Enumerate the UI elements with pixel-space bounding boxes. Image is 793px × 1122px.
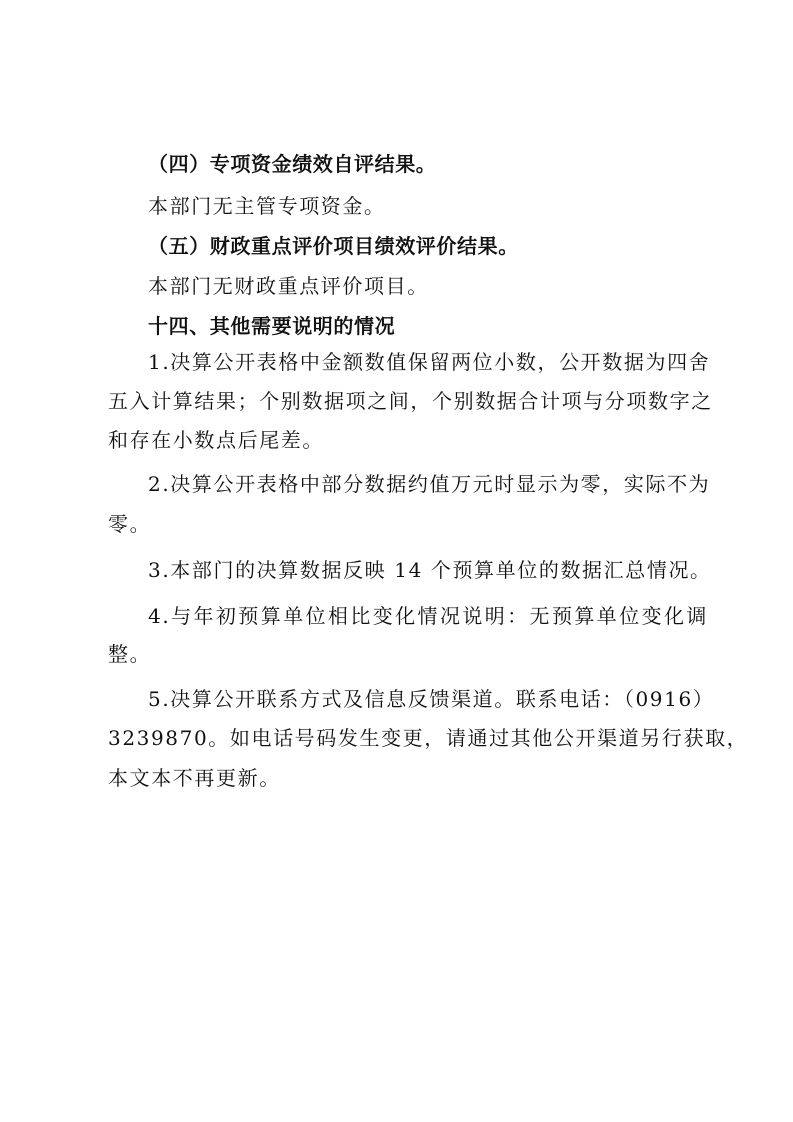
paragraph-line: 2.决算公开表格中部分数据约值万元时显示为零，实际不为 — [148, 472, 711, 496]
section-heading-key-evaluation: （五）财政重点评价项目绩效评价结果。 — [148, 234, 519, 258]
paragraph-line: 和存在小数点后尾差。 — [108, 428, 324, 452]
section-heading-other-notes: 十四、其他需要说明的情况 — [148, 314, 396, 338]
paragraph-line: 4.与年初预算单位相比变化情况说明：无预算单位变化调 — [148, 604, 708, 628]
paragraph-line: 零。 — [108, 512, 152, 536]
paragraph-line: 5.决算公开联系方式及信息反馈渠道。联系电话：（0916） — [148, 687, 715, 711]
paragraph-line: 本部门无财政重点评价项目。 — [148, 274, 429, 298]
paragraph-line: 本文本不再更新。 — [108, 766, 281, 790]
paragraph-line: 本部门无主管专项资金。 — [148, 194, 386, 218]
paragraph-line: 整。 — [108, 642, 152, 666]
paragraph-line: 3.本部门的决算数据反映 14 个预算单位的数据汇总情况。 — [148, 558, 712, 582]
paragraph-line: 3239870。如电话号码发生变更，请通过其他公开渠道另行获取， — [108, 726, 749, 750]
section-heading-special-funds: （四）专项资金绩效自评结果。 — [148, 152, 437, 176]
paragraph-line: 1.决算公开表格中金额数值保留两位小数，公开数据为四舍 — [148, 350, 711, 374]
paragraph-line: 五入计算结果；个别数据项之间，个别数据合计项与分项数字之 — [108, 389, 713, 413]
